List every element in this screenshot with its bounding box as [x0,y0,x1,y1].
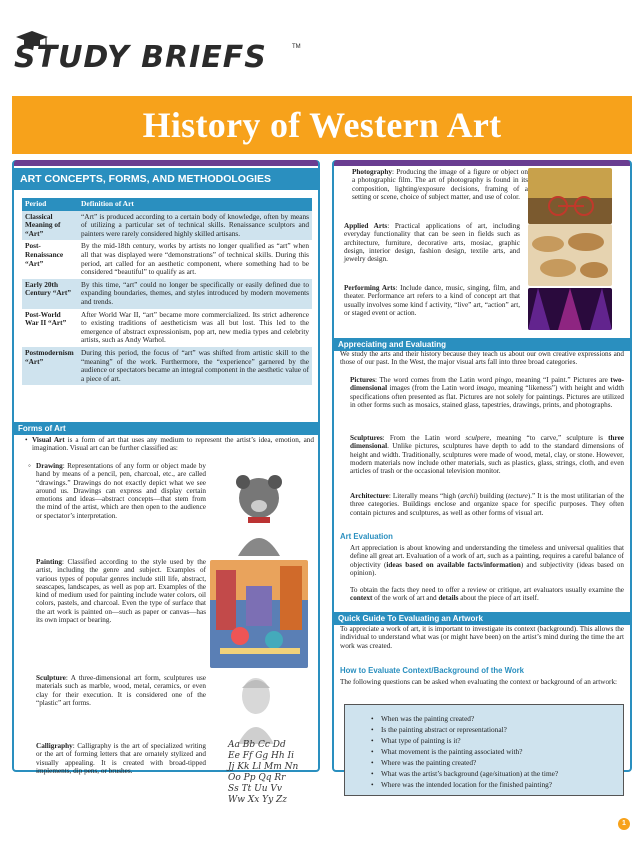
calligraphy-line: Oo Pp Qq Rr [228,773,286,783]
evaluation-bold: details [438,594,459,603]
list-item: • What was the artist’s background (age/situation) at the time? [381,768,623,779]
sculpture-text: : A three-dimensional art form, sculptures use materials such as marble, wood, metal, ceramics, or even clay for their execution. It is considered one of the “plastic” art forms. [36,674,206,707]
pictures-text: images (from the Latin word [387,384,477,393]
applied-arts-text: : Practical applications of art, including everyday functionality that can be seen in fields such as architecture, furniture, decorative arts, mosiac, graphic design, interior design, fashion design, textile arts, and jewelry design. [344,222,520,264]
definition-cell: During this period, the focus of “art” was shifted from artistic skill to the “meaning” of the work. Furthermore, the “experience” garnered by the audience or spectators became an integral component in the aesthetic value of a piece of art. [78,347,312,385]
list-item: • Where was the intended location for the finished painting? [381,779,623,790]
architecture-text: ) building ( [475,492,509,500]
calligraphy-line: Jj Kk Ll Mm Nn [228,762,299,772]
periods-table [22,198,312,385]
architecture-latin: archi [460,492,476,500]
pictures-latin: imago [476,384,495,393]
evaluation-bold: ideas based on available facts/information [386,560,521,569]
section-title-art-concepts: ART CONCEPTS, FORMS, AND METHODOLOGIES [14,168,318,190]
calligraphy-line: Ww Xx Yy Zz [228,795,288,805]
pictures-item [350,376,624,409]
sculptures-term: Sculptures [350,434,383,442]
page-number: 1 [618,818,630,830]
visual-art-item [32,436,314,453]
definition-cell: By this time, “art” could no longer be specifically or easily defined due to expanding boundaries, themes, and styles introduced by modern movements and trends. [78,279,312,309]
sculptures-bold: three dimensional [350,434,624,451]
visual-art-term: Visual Art [32,436,65,444]
performing-arts-term: Performing Arts [344,284,396,292]
performing-arts-text: : Include dance, music, singing, film, and theater. Performance art refers to a kind of concept art that usually involves some kind f activity, “live” art, “action” art, or staged event or action. [344,284,521,317]
architecture-text: : Literally means “high ( [388,492,461,500]
bear-drawing-image [220,462,298,556]
sculpture-bust-image [224,670,288,744]
calligraphy-sample [228,740,318,806]
table-row [22,240,312,278]
definition-cell: After World War II, “art” became more commercialized. Its strict adherence to existing traditions of aestheticism was all but lost. This led to the emergence of abstract expressionism, pop art, new media types and celebrity artists, such as Andy Warhol. [78,309,312,347]
period-cell: Postmodernism “Art” [22,347,78,385]
pictures-term: Pictures [350,376,376,384]
calligraphy-line: Aa Bb Cc Dd [228,740,286,750]
drawing-item [36,462,206,520]
list-item: • What type of painting is it? [381,735,623,746]
list-item: • What movement is the painting associated with? [381,746,623,757]
visual-art-text: is a form of art that uses any medium to represent the artist’s idea, emotion, and imagination. Visual art can be further classified as: [32,436,314,453]
table-header-period: Period [22,198,78,211]
evaluation-text: of the work of art and [372,594,439,603]
questions-list [345,705,623,790]
photography-text: : Producing the image of a figure or object on a photographic film. The art of photography is found in its composition, lighting/exposure decisions, framing of a setting or scene, choice of subject matter, and use of color. [352,168,528,201]
art-evaluation-heading: Art Evaluation [340,532,393,541]
period-cell: Early 20th Century “Art” [22,279,78,309]
sculptures-latin: sculpere [465,434,490,442]
applied-arts-item [344,222,520,263]
painting-text: : Classified according to the style used by the artist, including the genre and subject. Examples of various types of popular genres include still life, abstract, seascapes, landscapes, as well as pop art. Examples of the kind of medium used for painting include water colors, oil colors, pastels, and charcoal. Even the type of surface that the art work is painted on—such as paper or canvas—has its own impact or bearing. [36,558,206,625]
performing-arts-item [344,284,520,317]
pictures-text: : The word comes from the Latin word [375,376,495,384]
page-title: History of Western Art [142,105,502,145]
stage-performance-image [528,288,612,330]
painting-term: Painting [36,558,62,566]
calligraphy-text: : Calligraphy is the art of specialized writing or the art of forming letters that are ornately stylized and visually appealing. It is created with broad-tipped implements, dip pens, or brushes. [36,742,206,775]
drawing-text: : Representations of any form or object made by hand by means of a pencil, pen, charcoal, etc., are called “drawings.” Drawings do not exactly depict what we see around us. Drawings can express and display certain emotions and ideas—abstract concepts—that stem from the mind of the artist, which are then open to the audience or spectator’s interpretation. [36,462,206,520]
architecture-item [350,492,624,517]
evaluation-text: Art appreciation is about knowing and understanding the timeless and universal qualities that define all great art. Evaluation of a work of art, such as a painting, requires a careful balance of objectivity ( [350,544,624,569]
bicycle-photo-image [528,168,612,224]
sculpture-term: Sculpture [36,674,66,682]
photography-item [352,168,528,201]
list-item: • When was the painting created? [381,713,623,724]
sculptures-text: : From the Latin word [382,434,466,442]
quick-guide-text: To appreciate a work of art, it is important to investigate its context (background). This allows the individual to understand what was (or might have been) on the artist’s mind during the time the art work was created. [340,625,624,650]
period-cell: Classical Meaning of “Art” [22,211,78,241]
calligraphy-line: Ss Tt Uu Vv [228,784,282,794]
calligraphy-line: Ee Ff Gg Hh Ii [228,751,294,761]
right-column [332,160,632,789]
period-cell: Post-World War II “Art” [22,309,78,347]
trademark-mark: TM [292,44,301,50]
quick-guide-heading: Quick Guide To Evaluating an Artwork [334,612,630,625]
calligraphy-term: Calligraphy [36,742,73,750]
how-to-evaluate-heading: How to Evaluate Context/Background of the Work [340,666,524,675]
baskets-photo-image [528,224,612,286]
pictures-bold: two-dimensional [350,376,624,393]
sculptures-item [350,434,624,475]
sculptures-text: , meaning “to carve,” sculpture is [489,434,609,442]
table-row [22,347,312,385]
city-painting-image [210,560,308,668]
appreciating-heading: Appreciating and Evaluating [334,338,630,351]
list-item: • Is the painting abstract or representational? [381,724,623,735]
evaluation-text: about the piece of art itself. [458,594,539,603]
questions-box [344,704,624,796]
sculpture-item [36,674,206,707]
architecture-text: ).” It is the most utilitarian of the three categories. Buildings enclose and organize space for specific purposes. They often contain pictures and sculptures, as well as other forms of visual art. [350,492,625,517]
forms-of-art-heading: Forms of Art [14,422,318,435]
period-cell: Post-Renaissance “Art” [22,240,78,278]
calligraphy-item [36,742,206,775]
table-row [22,279,312,309]
definition-cell: By the mid-18th century, works by artists no longer qualified as “art” when all that was displayed were “demonstrations” of technical skills. During this period, art called for an aesthetic component, where something had to be considered “beautiful” to qualify as art. [78,240,312,278]
architecture-latin: tecture [508,492,528,500]
evaluation-text: ) and subjectivity (ideas based on opinion). [350,560,624,577]
table-row [22,309,312,347]
pictures-text: , meaning “likeness”) with height and width specifications often presented as flat. Pictures are not solely for paintings. Pictures are utilized in other forms such as mosaics, stained glass, tapestries, drawings, prints, and photographs. [350,384,624,409]
drawing-term: Drawing [36,462,63,470]
how-to-evaluate-text: The following questions can be asked when evaluating the context or background of an artwork: [340,678,618,686]
evaluation-bullet-1 [350,544,624,577]
architecture-term: Architecture [350,492,389,500]
evaluation-text: To obtain the facts they need to offer a review or critique, art evaluators usually examine the [350,586,624,594]
study-briefs-logo: STUDY BRIEFS [14,40,267,75]
appreciating-intro: We study the arts and their history because they teach us about our own creative expressions and those of our past. In the West, the major visual arts fall into three broad categories. [340,350,624,367]
applied-arts-term: Applied Arts [344,222,388,230]
painting-item [36,558,206,624]
left-column [12,160,320,805]
photography-term: Photography [352,168,392,176]
table-header-definition: Definition of Art [78,198,312,211]
evaluation-bold: context [350,594,373,603]
evaluation-bullet-2 [350,586,624,603]
pictures-text: , meaning “I paint.” Pictures are [511,376,611,384]
pictures-latin: pingo [494,376,512,384]
list-item: • Where was the painting created? [381,757,623,768]
title-banner [12,96,632,154]
sculptures-text: . Unlike pictures, sculptures have depth to add to the standard dimensions of height and width. Traditionally, sculptures were made of wood, metal, clay, or stone. However, modern materials now include other materials, such as plastics, glass, strings, cloth, and even articles of trash or the occasional television monitor. [350,442,624,476]
definition-cell: “Art” is produced according to a certain body of knowledge, often by means of utilizing a particular set of technical skills. Renaissance sculptors and painters were rarely considered highly skilled artisans. [78,211,312,241]
table-row [22,211,312,241]
